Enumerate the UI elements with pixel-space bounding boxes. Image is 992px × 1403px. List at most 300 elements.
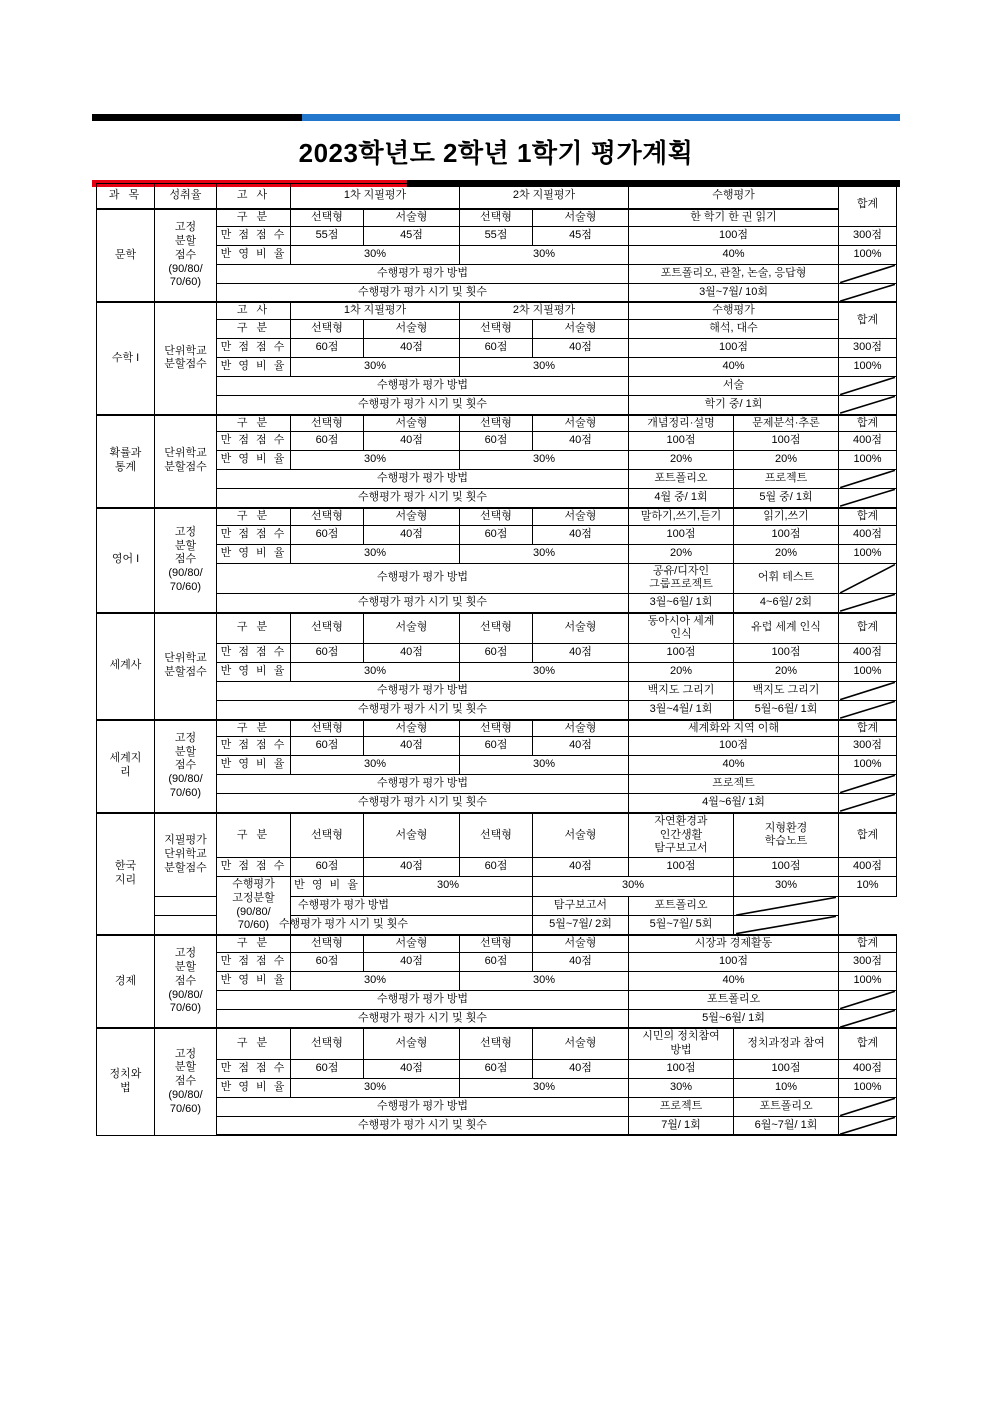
paper1-descriptive-type: 서술형 bbox=[364, 613, 460, 644]
paper1-descriptive-score: 40점 bbox=[364, 737, 460, 756]
diagonal-strike-icon bbox=[839, 284, 896, 302]
table-row bbox=[97, 594, 897, 613]
paper2-selective-score: 60점 bbox=[460, 339, 533, 358]
performance-method: 백지도 그리기 bbox=[734, 682, 839, 701]
paper2-selective-type: 선택형 bbox=[460, 720, 533, 737]
table-row bbox=[97, 971, 897, 990]
table-row bbox=[97, 1116, 897, 1135]
performance-score: 100점 bbox=[629, 339, 839, 358]
total-weight: 100% bbox=[839, 245, 897, 264]
table-row bbox=[97, 339, 897, 358]
method-label: 수행평가 평가 방법 bbox=[217, 264, 629, 283]
performance-score: 100점 bbox=[629, 226, 839, 245]
paper2-descriptive-score: 40점 bbox=[533, 858, 629, 877]
paper2-selective-score: 60점 bbox=[460, 737, 533, 756]
schedule-label: 수행평가 평가 시기 및 횟수 bbox=[217, 1009, 629, 1028]
paper1-selective-type: 선택형 bbox=[291, 209, 364, 226]
table-row bbox=[97, 283, 897, 302]
performance-schedule: 학기 중/ 1회 bbox=[629, 396, 839, 415]
performance-score: 100점 bbox=[629, 644, 734, 663]
total-weight: 100% bbox=[839, 1078, 897, 1097]
performance-score: 100점 bbox=[629, 1059, 734, 1078]
paper1-selective-type: 선택형 bbox=[291, 935, 364, 952]
total-empty-schedule bbox=[839, 1116, 897, 1135]
paper2-descriptive-type: 서술형 bbox=[533, 320, 629, 339]
subject-name: 확률과 통계 bbox=[97, 415, 155, 508]
exam-label: 고 사 bbox=[217, 302, 291, 319]
performance-score: 100점 bbox=[734, 644, 839, 663]
table-row bbox=[97, 1097, 897, 1116]
total-empty-schedule bbox=[839, 1009, 897, 1028]
paper1-selective-type: 선택형 bbox=[291, 813, 364, 858]
total-empty-schedule bbox=[839, 489, 897, 508]
top-rule-left-segment bbox=[92, 114, 302, 121]
weight-label: 반 영 비 율 bbox=[217, 358, 291, 377]
subject-achievement: 고정 분할 점수 (90/80/ 70/60) bbox=[155, 209, 217, 302]
table-row bbox=[97, 916, 897, 936]
performance-weight: 20% bbox=[734, 663, 839, 682]
paper1-selective-score: 55점 bbox=[291, 226, 364, 245]
total-label: 합계 bbox=[839, 935, 897, 952]
paper1-descriptive-score: 40점 bbox=[364, 339, 460, 358]
subject-name: 영어 I bbox=[97, 508, 155, 613]
table-row bbox=[97, 737, 897, 756]
table-row bbox=[97, 858, 897, 877]
performance-weight: 40% bbox=[629, 245, 839, 264]
paper2-selective-type: 선택형 bbox=[460, 415, 533, 432]
max-score-label: 만 점 점 수 bbox=[217, 525, 291, 544]
performance-method: 포트폴리오, 관찰, 논술, 응답형 bbox=[629, 264, 839, 283]
paper2-descriptive-type: 서술형 bbox=[533, 508, 629, 525]
paper2-descriptive-type: 서술형 bbox=[533, 209, 629, 226]
paper2-descriptive-type: 서술형 bbox=[533, 613, 629, 644]
total-empty-method bbox=[839, 775, 897, 794]
performance-weight: 20% bbox=[734, 544, 839, 563]
max-score-label: 만 점 점 수 bbox=[217, 432, 291, 451]
diagonal-strike-icon bbox=[839, 564, 896, 594]
schedule-label: 수행평가 평가 시기 및 횟수 bbox=[217, 794, 629, 813]
method-label: 수행평가 평가 방법 bbox=[155, 896, 533, 916]
paper2-selective-score: 60점 bbox=[460, 858, 533, 877]
table-row bbox=[97, 935, 897, 952]
table-row bbox=[97, 563, 897, 594]
table-row bbox=[97, 701, 897, 720]
division-label: 구 분 bbox=[217, 209, 291, 226]
schedule-label: 수행평가 평가 시기 및 횟수 bbox=[155, 916, 533, 936]
paper1-weight: 30% bbox=[291, 1078, 460, 1097]
total-label: 합계 bbox=[839, 613, 897, 644]
performance-title: 자연환경과 인간생활 탐구보고서 bbox=[629, 813, 734, 858]
paper1-descriptive-score: 40점 bbox=[364, 952, 460, 971]
performance-title: 문제분석·추론 bbox=[734, 415, 839, 432]
performance-score: 100점 bbox=[629, 737, 839, 756]
max-score-label: 만 점 점 수 bbox=[217, 858, 291, 877]
table-row bbox=[97, 184, 897, 210]
subject-achievement: 단위학교 분할점수 bbox=[155, 302, 217, 414]
performance-method: 포트폴리오 bbox=[629, 990, 839, 1009]
table-row bbox=[97, 264, 897, 283]
total-weight: 100% bbox=[839, 544, 897, 563]
paper2-descriptive-type: 서술형 bbox=[533, 720, 629, 737]
paper2-descriptive-score: 45점 bbox=[533, 226, 629, 245]
performance-title: 개념정리·설명 bbox=[629, 415, 734, 432]
paper2-selective-type: 선택형 bbox=[460, 209, 533, 226]
schedule-label: 수행평가 평가 시기 및 횟수 bbox=[217, 594, 629, 613]
performance-method: 프로젝트 bbox=[629, 775, 839, 794]
performance-method: 서술 bbox=[629, 377, 839, 396]
table-row bbox=[97, 613, 897, 644]
table-row bbox=[97, 320, 897, 339]
subject-name: 수학 I bbox=[97, 302, 155, 414]
total-weight: 100% bbox=[839, 971, 897, 990]
paper1-descriptive-type: 서술형 bbox=[364, 508, 460, 525]
performance-title: 말하기,쓰기,듣기 bbox=[629, 508, 734, 525]
division-label: 구 분 bbox=[217, 1028, 291, 1059]
performance-schedule: 3월~7월/ 10회 bbox=[629, 283, 839, 302]
table-row bbox=[97, 813, 897, 858]
table-row bbox=[97, 396, 897, 415]
paper1-descriptive-type: 서술형 bbox=[364, 320, 460, 339]
table-row bbox=[97, 489, 897, 508]
total-score: 400점 bbox=[839, 525, 897, 544]
paper1-descriptive-type: 서술형 bbox=[364, 415, 460, 432]
weight-label: 반 영 비 율 bbox=[217, 1078, 291, 1097]
performance-method: 프로젝트 bbox=[734, 470, 839, 489]
performance-title: 정치과정과 참여 bbox=[734, 1028, 839, 1059]
table-row bbox=[97, 756, 897, 775]
schedule-label: 수행평가 평가 시기 및 횟수 bbox=[217, 1116, 629, 1135]
table-row bbox=[97, 1059, 897, 1078]
paper2-selective-type: 선택형 bbox=[460, 935, 533, 952]
performance-method: 백지도 그리기 bbox=[629, 682, 734, 701]
table-row bbox=[97, 896, 897, 916]
total-score: 300점 bbox=[839, 226, 897, 245]
weight-label: 반 영 비 율 bbox=[291, 877, 364, 897]
paper2-descriptive-score: 40점 bbox=[533, 525, 629, 544]
weight-label: 반 영 비 율 bbox=[217, 756, 291, 775]
total-weight: 100% bbox=[839, 358, 897, 377]
total-weight: 100% bbox=[839, 451, 897, 470]
paper1-selective-score: 60점 bbox=[291, 525, 364, 544]
paper1-descriptive-score: 45점 bbox=[364, 226, 460, 245]
method-label: 수행평가 평가 방법 bbox=[217, 775, 629, 794]
paper1-selective-type: 선택형 bbox=[291, 1028, 364, 1059]
performance-label: 수행평가 bbox=[629, 302, 839, 319]
paper2-weight: 30% bbox=[460, 245, 629, 264]
table-row bbox=[97, 470, 897, 489]
header-paper1: 1차 지필평가 bbox=[291, 184, 460, 210]
total-score: 400점 bbox=[839, 432, 897, 451]
total-empty-schedule bbox=[839, 701, 897, 720]
diagonal-strike-icon bbox=[839, 701, 896, 719]
header-subject: 과 목 bbox=[97, 184, 155, 210]
performance-schedule: 5월~7월/ 5회 bbox=[629, 916, 734, 936]
assessment-table-body bbox=[97, 184, 897, 1136]
paper1-weight: 30% bbox=[291, 358, 460, 377]
diagonal-strike-icon bbox=[839, 682, 896, 700]
paper2-weight: 30% bbox=[460, 663, 629, 682]
paper2-descriptive-type: 서술형 bbox=[533, 813, 629, 858]
table-row bbox=[97, 663, 897, 682]
division-label: 구 분 bbox=[217, 508, 291, 525]
subject-name: 세계사 bbox=[97, 613, 155, 720]
paper1-selective-score: 60점 bbox=[291, 737, 364, 756]
header-paper2: 2차 지필평가 bbox=[460, 184, 629, 210]
paper2-descriptive-score: 40점 bbox=[533, 432, 629, 451]
table-row bbox=[97, 415, 897, 432]
performance-weight: 20% bbox=[734, 451, 839, 470]
paper2-descriptive-score: 40점 bbox=[533, 644, 629, 663]
performance-schedule: 4월~6월/ 1회 bbox=[629, 794, 839, 813]
performance-weight: 20% bbox=[629, 544, 734, 563]
assessment-plan-table bbox=[96, 183, 897, 1136]
table-row bbox=[97, 432, 897, 451]
diagonal-strike-icon bbox=[839, 594, 896, 612]
total-label: 합계 bbox=[839, 1028, 897, 1059]
paper2-weight: 30% bbox=[460, 1078, 629, 1097]
total-empty-schedule bbox=[734, 916, 839, 936]
weight-label: 반 영 비 율 bbox=[217, 663, 291, 682]
subject-achievement: 고정 분할 점수 (90/80/ 70/60) bbox=[155, 508, 217, 613]
diagonal-strike-icon bbox=[839, 1117, 896, 1135]
method-label: 수행평가 평가 방법 bbox=[217, 563, 629, 594]
performance-method: 포트폴리오 bbox=[629, 896, 734, 916]
paper2-selective-type: 선택형 bbox=[460, 613, 533, 644]
max-score-label: 만 점 점 수 bbox=[217, 952, 291, 971]
performance-weight: 40% bbox=[629, 756, 839, 775]
paper2-selective-score: 60점 bbox=[460, 1059, 533, 1078]
table-row bbox=[97, 1028, 897, 1059]
performance-weight: 10% bbox=[839, 877, 897, 897]
paper1-selective-type: 선택형 bbox=[291, 508, 364, 525]
total-score: 400점 bbox=[839, 1059, 897, 1078]
paper1-selective-type: 선택형 bbox=[291, 720, 364, 737]
performance-weight: 40% bbox=[629, 971, 839, 990]
performance-schedule: 6월~7월/ 1회 bbox=[734, 1116, 839, 1135]
diagonal-strike-icon bbox=[839, 1098, 896, 1116]
total-label: 합계 bbox=[839, 508, 897, 525]
total-empty-schedule bbox=[839, 794, 897, 813]
table-row bbox=[97, 508, 897, 525]
weight-label: 반 영 비 율 bbox=[217, 451, 291, 470]
paper2-weight: 30% bbox=[460, 756, 629, 775]
paper2-selective-score: 60점 bbox=[460, 432, 533, 451]
performance-method: 어휘 테스트 bbox=[734, 563, 839, 594]
max-score-label: 만 점 점 수 bbox=[217, 339, 291, 358]
paper2-selective-type: 선택형 bbox=[460, 1028, 533, 1059]
paper1-weight: 30% bbox=[291, 971, 460, 990]
performance-score: 100점 bbox=[734, 1059, 839, 1078]
paper1-selective-type: 선택형 bbox=[291, 613, 364, 644]
weight-label: 반 영 비 율 bbox=[217, 971, 291, 990]
performance-score: 100점 bbox=[629, 858, 734, 877]
performance-schedule: 5월~6월/ 1회 bbox=[734, 701, 839, 720]
diagonal-strike-icon bbox=[839, 1010, 896, 1028]
performance-score: 100점 bbox=[734, 858, 839, 877]
table-row bbox=[97, 302, 897, 319]
performance-schedule: 5월~7월/ 2회 bbox=[533, 916, 629, 936]
division-label: 구 분 bbox=[217, 813, 291, 858]
assessment-table-wrap bbox=[96, 183, 896, 1136]
total-empty-method bbox=[839, 682, 897, 701]
performance-method: 포트폴리오 bbox=[734, 1097, 839, 1116]
paper1-descriptive-score: 40점 bbox=[364, 525, 460, 544]
table-row bbox=[97, 1078, 897, 1097]
performance-title: 시장과 경제활동 bbox=[629, 935, 839, 952]
paper1-descriptive-type: 서술형 bbox=[364, 209, 460, 226]
method-label: 수행평가 평가 방법 bbox=[217, 377, 629, 396]
paper2-descriptive-score: 40점 bbox=[533, 737, 629, 756]
performance-method: 프로젝트 bbox=[629, 1097, 734, 1116]
paper1-selective-score: 60점 bbox=[291, 339, 364, 358]
diagonal-strike-icon bbox=[839, 377, 896, 395]
paper2-weight: 30% bbox=[460, 358, 629, 377]
performance-title: 시민의 정치참여 방법 bbox=[629, 1028, 734, 1059]
paper1-selective-type: 선택형 bbox=[291, 320, 364, 339]
total-weight: 100% bbox=[839, 756, 897, 775]
total-empty-method bbox=[839, 563, 897, 594]
total-label: 합계 bbox=[839, 813, 897, 858]
total-empty-method bbox=[839, 990, 897, 1009]
performance-schedule: 3월~6월/ 1회 bbox=[629, 594, 734, 613]
schedule-label: 수행평가 평가 시기 및 횟수 bbox=[217, 396, 629, 415]
weight-label: 반 영 비 율 bbox=[217, 245, 291, 264]
paper2-descriptive-type: 서술형 bbox=[533, 415, 629, 432]
performance-title: 세계화와 지역 이해 bbox=[629, 720, 839, 737]
diagonal-strike-icon bbox=[839, 396, 896, 414]
paper2-weight: 30% bbox=[533, 877, 734, 897]
performance-title: 읽기,쓰기 bbox=[734, 508, 839, 525]
paper1-selective-score: 60점 bbox=[291, 644, 364, 663]
performance-weight: 10% bbox=[734, 1078, 839, 1097]
page-title: 2023학년도 2학년 1학기 평가계획 bbox=[298, 138, 694, 168]
total-score: 400점 bbox=[839, 644, 897, 663]
paper1-weight: 30% bbox=[291, 756, 460, 775]
header-achievement: 성취율 bbox=[155, 184, 217, 210]
paper2-descriptive-type: 서술형 bbox=[533, 935, 629, 952]
total-score: 300점 bbox=[839, 952, 897, 971]
performance-schedule: 3월~4월/ 1회 bbox=[629, 701, 734, 720]
paper2-selective-type: 선택형 bbox=[460, 813, 533, 858]
subject-achievement: 고정 분할 점수 (90/80/ 70/60) bbox=[155, 1028, 217, 1135]
subject-name: 한국 지리 bbox=[97, 813, 155, 935]
total-empty-schedule bbox=[839, 594, 897, 613]
max-score-label: 만 점 점 수 bbox=[217, 226, 291, 245]
table-row bbox=[97, 644, 897, 663]
table-row bbox=[97, 794, 897, 813]
subject-name: 문학 bbox=[97, 209, 155, 302]
header-performance: 수행평가 bbox=[629, 184, 839, 210]
method-label: 수행평가 평가 방법 bbox=[217, 990, 629, 1009]
diagonal-strike-icon bbox=[839, 470, 896, 488]
division-label: 구 분 bbox=[217, 613, 291, 644]
paper1-label: 1차 지필평가 bbox=[291, 302, 460, 319]
weight-label: 반 영 비 율 bbox=[217, 544, 291, 563]
table-row bbox=[97, 990, 897, 1009]
header-exam: 고 사 bbox=[217, 184, 291, 210]
paper1-selective-type: 선택형 bbox=[291, 415, 364, 432]
paper2-weight: 30% bbox=[460, 451, 629, 470]
table-row bbox=[97, 682, 897, 701]
max-score-label: 만 점 점 수 bbox=[217, 644, 291, 663]
total-empty-method bbox=[839, 1097, 897, 1116]
total-label: 합계 bbox=[839, 720, 897, 737]
paper2-selective-score: 60점 bbox=[460, 952, 533, 971]
diagonal-strike-icon bbox=[734, 897, 838, 916]
paper1-descriptive-type: 서술형 bbox=[364, 720, 460, 737]
method-label: 수행평가 평가 방법 bbox=[217, 682, 629, 701]
performance-weight: 20% bbox=[629, 451, 734, 470]
paper1-descriptive-score: 40점 bbox=[364, 858, 460, 877]
subject-achievement: 단위학교 분할점수 bbox=[155, 613, 217, 720]
subject-achievement-paper: 지필평가 단위학교 분할점수 bbox=[155, 813, 217, 896]
total-label: 합계 bbox=[839, 415, 897, 432]
schedule-label: 수행평가 평가 시기 및 횟수 bbox=[217, 489, 629, 508]
performance-score: 100점 bbox=[734, 432, 839, 451]
total-empty-method bbox=[839, 470, 897, 489]
title-block bbox=[92, 114, 900, 187]
paper1-descriptive-type: 서술형 bbox=[364, 813, 460, 858]
paper1-descriptive-type: 서술형 bbox=[364, 935, 460, 952]
performance-schedule: 4~6월/ 2회 bbox=[734, 594, 839, 613]
paper2-descriptive-score: 40점 bbox=[533, 339, 629, 358]
total-score: 300점 bbox=[839, 339, 897, 358]
performance-title: 유럽 세계 인식 bbox=[734, 613, 839, 644]
paper1-weight: 30% bbox=[291, 544, 460, 563]
subject-achievement: 단위학교 분할점수 bbox=[155, 415, 217, 508]
paper1-descriptive-score: 40점 bbox=[364, 644, 460, 663]
performance-weight: 40% bbox=[629, 358, 839, 377]
performance-title: 지형환경 학습노트 bbox=[734, 813, 839, 858]
paper2-selective-type: 선택형 bbox=[460, 320, 533, 339]
paper1-selective-score: 60점 bbox=[291, 952, 364, 971]
table-row bbox=[97, 358, 897, 377]
paper2-descriptive-score: 40점 bbox=[533, 952, 629, 971]
total-weight: 100% bbox=[839, 663, 897, 682]
diagonal-strike-icon bbox=[839, 489, 896, 507]
paper1-weight: 30% bbox=[291, 663, 460, 682]
diagonal-strike-icon bbox=[839, 794, 896, 812]
performance-weight: 30% bbox=[629, 1078, 734, 1097]
total-empty-schedule bbox=[839, 396, 897, 415]
total-label: 합계 bbox=[839, 302, 897, 338]
performance-title: 한 학기 한 권 읽기 bbox=[629, 209, 839, 226]
paper1-weight: 30% bbox=[364, 877, 533, 897]
paper1-weight: 30% bbox=[291, 245, 460, 264]
top-rule bbox=[92, 114, 900, 121]
table-row bbox=[97, 775, 897, 794]
paper1-selective-score: 60점 bbox=[291, 858, 364, 877]
table-row bbox=[97, 720, 897, 737]
paper2-weight: 30% bbox=[460, 971, 629, 990]
table-row bbox=[97, 952, 897, 971]
top-rule-right-segment bbox=[302, 114, 900, 121]
paper2-selective-score: 60점 bbox=[460, 525, 533, 544]
performance-schedule: 5월~6월/ 1회 bbox=[629, 1009, 839, 1028]
performance-schedule: 5월 중/ 1회 bbox=[734, 489, 839, 508]
subject-achievement: 고정 분할 점수 (90/80/ 70/60) bbox=[155, 935, 217, 1028]
paper1-descriptive-score: 40점 bbox=[364, 432, 460, 451]
diagonal-strike-icon bbox=[839, 775, 896, 793]
performance-method: 공유/디자인 그룹프로젝트 bbox=[629, 563, 734, 594]
paper1-weight: 30% bbox=[291, 451, 460, 470]
method-label: 수행평가 평가 방법 bbox=[217, 1097, 629, 1116]
paper1-descriptive-score: 40점 bbox=[364, 1059, 460, 1078]
total-empty-schedule bbox=[839, 283, 897, 302]
total-score: 400점 bbox=[839, 858, 897, 877]
total-empty-method bbox=[734, 896, 839, 916]
performance-title: 해석, 대수 bbox=[629, 320, 839, 339]
